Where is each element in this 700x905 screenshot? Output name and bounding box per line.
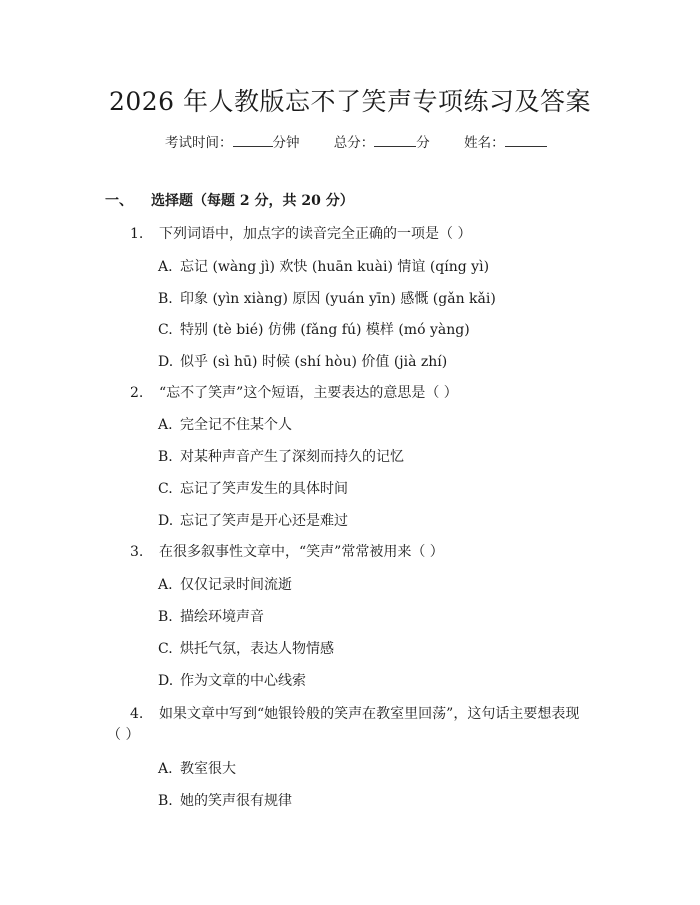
section-number: 一、 (105, 193, 133, 209)
option-2d (158, 510, 348, 530)
score-field (334, 131, 430, 151)
option-label: B. (158, 449, 173, 465)
name-field (464, 131, 547, 151)
option-3d (158, 670, 306, 690)
option-label: A. (158, 259, 173, 275)
question-4-continuation: （ ） (107, 727, 140, 743)
option-label: A. (158, 577, 173, 593)
option-text: 特别 (tè bié) 仿佛 (fǎng fú) 模样 (mó yàng) (180, 322, 470, 338)
exam-meta (165, 131, 577, 151)
time-unit: 分钟 (272, 135, 300, 151)
option-text: 似乎 (sì hū) 时候 (shí hòu) 价值 (jià zhí) (180, 354, 448, 370)
question-text: “忘不了笑声”这个短语，主要表达的意思是（ ） (159, 385, 458, 401)
question-text: 如果文章中写到“她银铃般的笑声在教室里回荡”，这句话主要想表现 (159, 706, 580, 722)
option-text: 忘记了笑声是开心还是难过 (180, 513, 348, 529)
question-text: 在很多叙事性文章中，“笑声”常常被用来（ ） (159, 544, 444, 560)
name-blank (505, 132, 547, 147)
option-1b (158, 288, 496, 308)
option-1c (158, 319, 470, 339)
option-1d (158, 351, 447, 371)
option-label: D. (158, 673, 174, 689)
question-2 (130, 382, 458, 402)
option-text: 仅仅记录时间流逝 (180, 577, 292, 593)
score-unit: 分 (416, 135, 430, 151)
time-field (165, 131, 300, 151)
option-text: 完全记不住某个人 (180, 417, 292, 433)
option-text: 对某种声音产生了深刻而持久的记忆 (180, 449, 404, 465)
option-label: D. (158, 513, 174, 529)
option-3c (158, 638, 334, 658)
question-1 (130, 223, 471, 243)
question-number: 2. (130, 385, 144, 401)
option-text: 忘记了笑声发生的具体时间 (180, 481, 348, 497)
option-label: C. (158, 322, 173, 338)
option-label: D. (158, 354, 174, 370)
question-number: 3. (130, 544, 144, 560)
time-label: 考试时间： (165, 135, 233, 151)
option-label: A. (158, 761, 173, 777)
question-text: 下列词语中，加点字的读音完全正确的一项是（ ） (159, 226, 472, 242)
time-blank (233, 132, 273, 147)
option-1a (158, 256, 489, 276)
option-label: B. (158, 609, 173, 625)
option-text: 烘托气氛，表达人物情感 (180, 641, 334, 657)
name-label: 姓名： (464, 135, 505, 151)
option-text: 她的笑声很有规律 (180, 793, 292, 809)
option-label: B. (158, 793, 173, 809)
option-text: 忘记 (wàng jì) 欢快 (huān kuài) 情谊 (qíng yì) (180, 259, 490, 275)
option-2a (158, 414, 292, 434)
option-text: 作为文章的中心线索 (180, 673, 306, 689)
option-4a (158, 758, 236, 778)
question-number: 4. (130, 706, 144, 722)
option-text: 描绘环境声音 (180, 609, 264, 625)
option-label: C. (158, 641, 173, 657)
option-label: A. (158, 417, 173, 433)
option-2b (158, 446, 404, 466)
option-2c (158, 478, 348, 498)
option-3b (158, 606, 264, 626)
option-text: 教室很大 (180, 761, 236, 777)
section-heading (105, 190, 354, 210)
document-title: 2026 年人教版忘不了笑声专项练习及答案 (108, 87, 592, 116)
question-number: 1. (130, 226, 144, 242)
score-blank (374, 132, 416, 147)
score-label: 总分： (333, 135, 375, 151)
section-title: 选择题（每题 2 分，共 20 分） (151, 193, 354, 209)
option-label: B. (158, 291, 173, 307)
option-3a (158, 574, 292, 594)
option-label: C. (158, 481, 173, 497)
option-text: 印象 (yìn xiàng) 原因 (yuán yīn) 感慨 (gǎn kǎi) (180, 291, 496, 307)
option-4b (158, 790, 292, 810)
question-3 (130, 541, 444, 561)
question-4 (130, 703, 579, 723)
